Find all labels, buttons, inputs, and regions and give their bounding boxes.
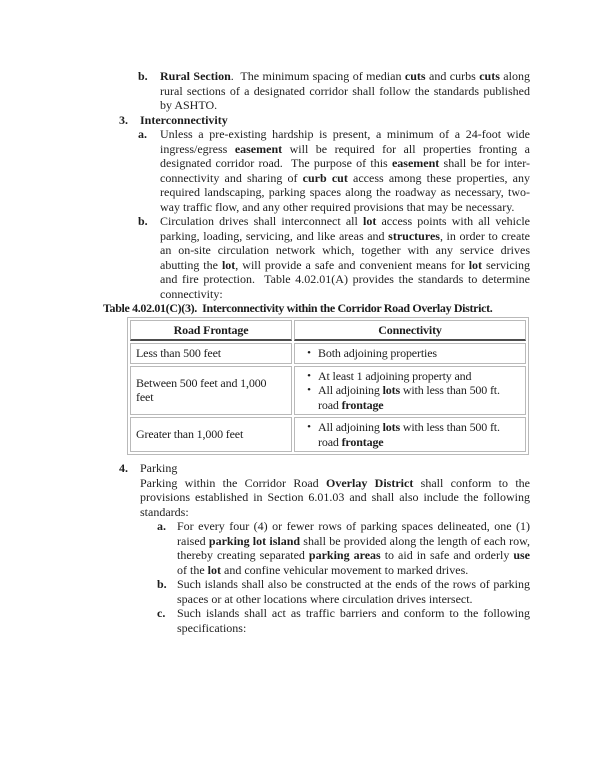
bullet-icon: • [307,347,311,359]
item-text: Parking [140,461,178,475]
table-header-row [130,320,526,342]
column-header-connectivity: Connectivity [294,320,526,342]
bullet-icon: • [307,384,311,396]
bullet-item [300,420,520,449]
bullet-icon: • [307,421,311,433]
item-label: b. [157,577,167,591]
list-item-islands-ends-of-rows [0,577,600,606]
item-label: a. [138,127,147,141]
item-text: For every four (4) or fewer rows of parking spaces delineated, one (1) raised parking lot island shall be provided along the length of each row, thereby creating separated parking areas to aid in safe and orderly use of the lot and confine vehicular movement to marked drives. [177,519,530,577]
interconnectivity-table [127,317,529,456]
document-content [0,69,600,635]
list-item-parking-lot-island [0,519,600,577]
item-text: Unless a pre-existing hardship is present, a minimum of a 24-foot wide ingress/egress easement will be required for all properties fronting a designated corridor road. The purpose of this easement shall be for inter-connectivity and sharing of curb cut access among these properties, any required landscaping, parking spaces along the roadway as necessary, two-way traffic flow, and any other required provisions that may be necessary. [160,127,530,214]
table-row [130,366,526,416]
cell-road-frontage: Between 500 feet and 1,000 feet [130,366,292,416]
item-label: c. [157,606,166,620]
item-text: Such islands shall act as traffic barriers and conform to the following specifications: [177,606,530,635]
item-label: b. [138,214,148,228]
column-header-road-frontage: Road Frontage [130,320,292,342]
list-item-islands-traffic-barriers [0,606,600,635]
table-title: Table 4.02.01(C)(3). Interconnectivity within the Corridor Road Overlay District. [103,301,493,315]
cell-road-frontage: Less than 500 feet [130,343,292,364]
cell-connectivity [294,343,526,364]
bullet-item [300,346,520,361]
bullet-item [300,383,520,412]
bullet-item [300,369,520,384]
item-label: 4. [119,461,128,475]
item-label: 3. [119,112,128,127]
cell-connectivity [294,417,526,452]
list-item-circulation-drives [0,214,600,301]
bullet-text: Both adjoining properties [318,346,437,360]
item-text: Rural Section. The minimum spacing of median cuts and curbs cuts along rural sections of a designated corridor shall follow the standards published by ASHTO. [160,69,530,112]
list-item-rural-section [0,69,600,113]
list-item-interconnectivity-heading [0,113,600,128]
item-text: Parking within the Corridor Road Overlay District shall conform to the provisions established in Section 6.01.03 and shall also include the following standards: [140,475,530,519]
bullet-text: At least 1 adjoining property and [318,368,472,383]
bullet-text: All adjoining lots with less than 500 ft. road frontage [318,420,500,449]
item-label: b. [138,69,148,83]
parking-intro-paragraph [0,476,600,520]
item-label: a. [157,519,166,533]
cell-road-frontage: Greater than 1,000 feet [130,417,292,452]
bullet-text: All adjoining lots with less than 500 ft. road frontage [318,383,500,412]
list-item-easement [0,127,600,214]
list-item-parking-heading [0,461,600,476]
item-text: Interconnectivity [140,112,228,127]
bullet-icon: • [307,369,311,382]
cell-connectivity [294,366,526,416]
item-text: Such islands shall also be constructed at the ends of the rows of parking spaces or at other locations where circulation drives intersect. [177,577,530,606]
item-text: Circulation drives shall interconnect all lot access points with all vehicle parking, loading, servicing, and like areas and structures, in order to create an on-site circulation network which, together with any service drives abutting the lot, will provide a safe and convenient means for lot servicing and fire protection. Table 4.02.01(A) provides the standards to determine connectivity: [160,214,530,301]
table-row [130,343,526,364]
table-row [130,417,526,452]
